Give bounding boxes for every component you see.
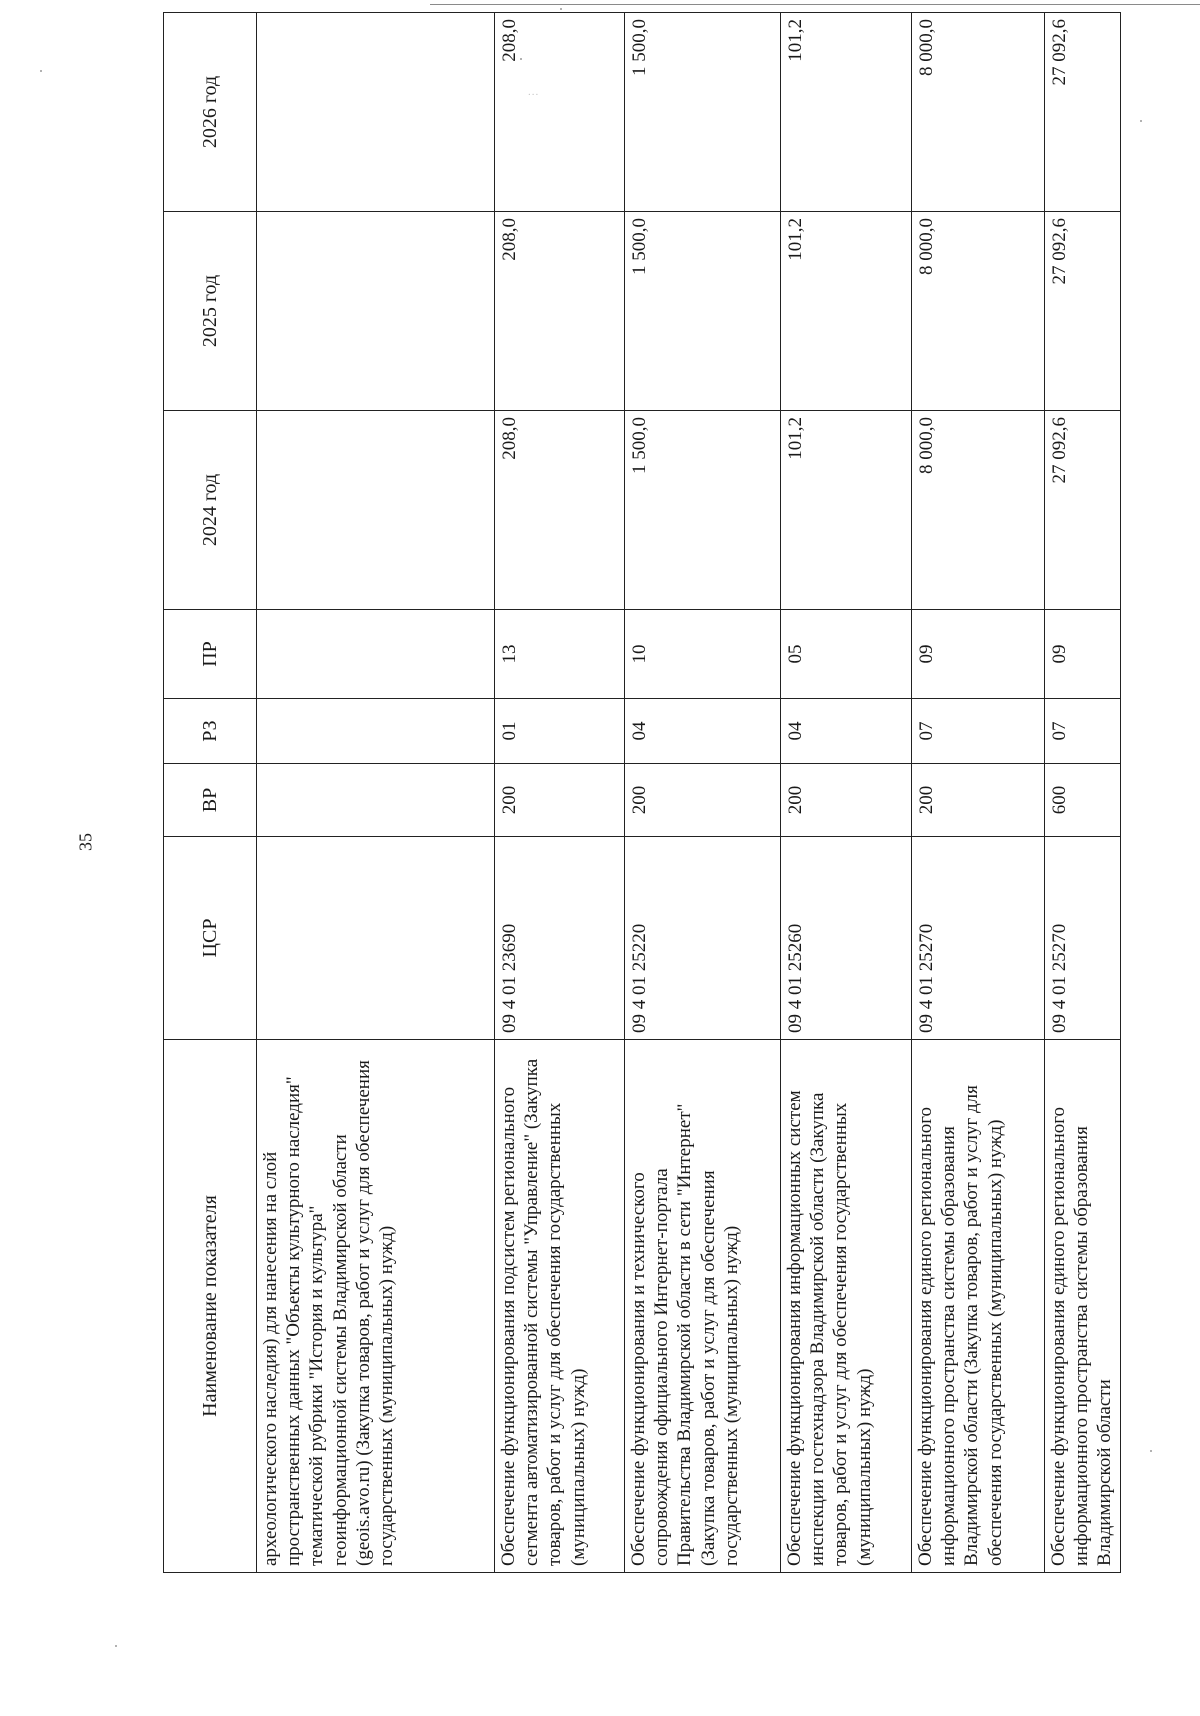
header-rz: РЗ xyxy=(164,699,257,764)
row-value-2026: 8 000,0 xyxy=(912,13,1045,212)
header-csr: ЦСР xyxy=(164,837,257,1040)
table-row xyxy=(781,13,912,1573)
row-pr xyxy=(257,610,495,699)
header-2024: 2024 год xyxy=(164,411,257,610)
row-value-2026: 208,0 xyxy=(495,13,625,212)
row-pr: 05 xyxy=(781,610,912,699)
row-csr: 09 4 01 25260 xyxy=(781,837,912,1040)
scan-edge-line xyxy=(430,4,1200,5)
table-row xyxy=(495,13,625,1573)
row-csr: 09 4 01 25270 xyxy=(1045,837,1121,1040)
row-value-2025: 27 092,6 xyxy=(1045,212,1121,411)
row-value-2025: 1 500,0 xyxy=(625,212,781,411)
scan-speck xyxy=(115,1645,117,1647)
row-pr: 10 xyxy=(625,610,781,699)
row-name: Обеспечение функционирования информационных систем инспекции гостехнадзора Владимирской области (Закупка товаров, работ и услуг для обеспечения государственных (муниципальных) нужд) xyxy=(781,1040,912,1573)
row-name: Обеспечение функционирования единого регионального информационного пространства системы образования Владимирской области (Закупка товаров, работ и услуг для обеспечения государственных (муниципальных) нужд) xyxy=(912,1040,1045,1573)
row-name: археологического наследия) для нанесения на слой пространственных данных "Объекты культурного наследия" тематической рубрики "История и культура" геоинформационной системы Владимирской области (geois.avo.ru) (Закупка товаров, работ и услуг для обеспечения государственных (муниципальных) нужд) xyxy=(257,1040,495,1573)
row-rz: 01 xyxy=(495,699,625,764)
row-rz: 07 xyxy=(1045,699,1121,764)
row-value-2024: 101,2 xyxy=(781,411,912,610)
row-value-2025 xyxy=(257,212,495,411)
row-pr: 13 xyxy=(495,610,625,699)
row-vr: 200 xyxy=(781,764,912,837)
header-2026: 2026 год xyxy=(164,13,257,212)
row-rz: 04 xyxy=(781,699,912,764)
table-row xyxy=(257,13,495,1573)
table-row xyxy=(912,13,1045,1573)
row-rz: 04 xyxy=(625,699,781,764)
scan-speck xyxy=(1140,120,1142,122)
table-row xyxy=(625,13,781,1573)
scan-speck xyxy=(560,8,562,10)
row-name: Обеспечение функционирования подсистем регионального сегмента автоматизированной системы "Управление" (Закупка товаров, работ и услуг для обеспечения государственных (муниципальных) нужд) xyxy=(495,1040,625,1573)
row-value-2025: 101,2 xyxy=(781,212,912,411)
page-number: 35 xyxy=(75,833,96,851)
row-name: Обеспечение функционирования и технического сопровождения официального Интернет-портала Правительства Владимирской области в сети "Интернет" (Закупка товаров, работ и услуг для обеспечения государственных (муниципальных) нужд) xyxy=(625,1040,781,1573)
row-value-2026: 101,2 xyxy=(781,13,912,212)
header-pr: ПР xyxy=(164,610,257,699)
header-name: Наименование показателя xyxy=(164,1040,257,1573)
scan-speck xyxy=(40,70,42,72)
row-csr: 09 4 01 25270 xyxy=(912,837,1045,1040)
header-2025: 2025 год xyxy=(164,212,257,411)
row-rz: 07 xyxy=(912,699,1045,764)
row-value-2026: 27 092,6 xyxy=(1045,13,1121,212)
rotated-table-sheet xyxy=(163,19,1116,1573)
row-value-2024: 208,0 xyxy=(495,411,625,610)
row-csr: 09 4 01 23690 xyxy=(495,837,625,1040)
row-name: Обеспечение функционирования единого регионального информационного пространства системы образования Владимирской области xyxy=(1045,1040,1121,1573)
row-vr: 200 xyxy=(912,764,1045,837)
budget-table xyxy=(163,12,1121,1573)
row-value-2025: 208,0 xyxy=(495,212,625,411)
row-vr: 200 xyxy=(625,764,781,837)
row-pr: 09 xyxy=(1045,610,1121,699)
row-value-2024: 1 500,0 xyxy=(625,411,781,610)
row-value-2026 xyxy=(257,13,495,212)
row-value-2024: 27 092,6 xyxy=(1045,411,1121,610)
table-header-row xyxy=(164,13,257,1573)
row-value-2024 xyxy=(257,411,495,610)
row-csr xyxy=(257,837,495,1040)
row-csr: 09 4 01 25220 xyxy=(625,837,781,1040)
row-value-2024: 8 000,0 xyxy=(912,411,1045,610)
row-value-2025: 8 000,0 xyxy=(912,212,1045,411)
scan-speck xyxy=(1150,1450,1152,1452)
row-vr xyxy=(257,764,495,837)
row-vr: 200 xyxy=(495,764,625,837)
header-vr: ВР xyxy=(164,764,257,837)
row-rz xyxy=(257,699,495,764)
row-vr: 600 xyxy=(1045,764,1121,837)
row-value-2026: 1 500,0 xyxy=(625,13,781,212)
row-pr: 09 xyxy=(912,610,1045,699)
faint-header-mark: ... xyxy=(528,86,540,98)
table-row xyxy=(1045,13,1121,1573)
